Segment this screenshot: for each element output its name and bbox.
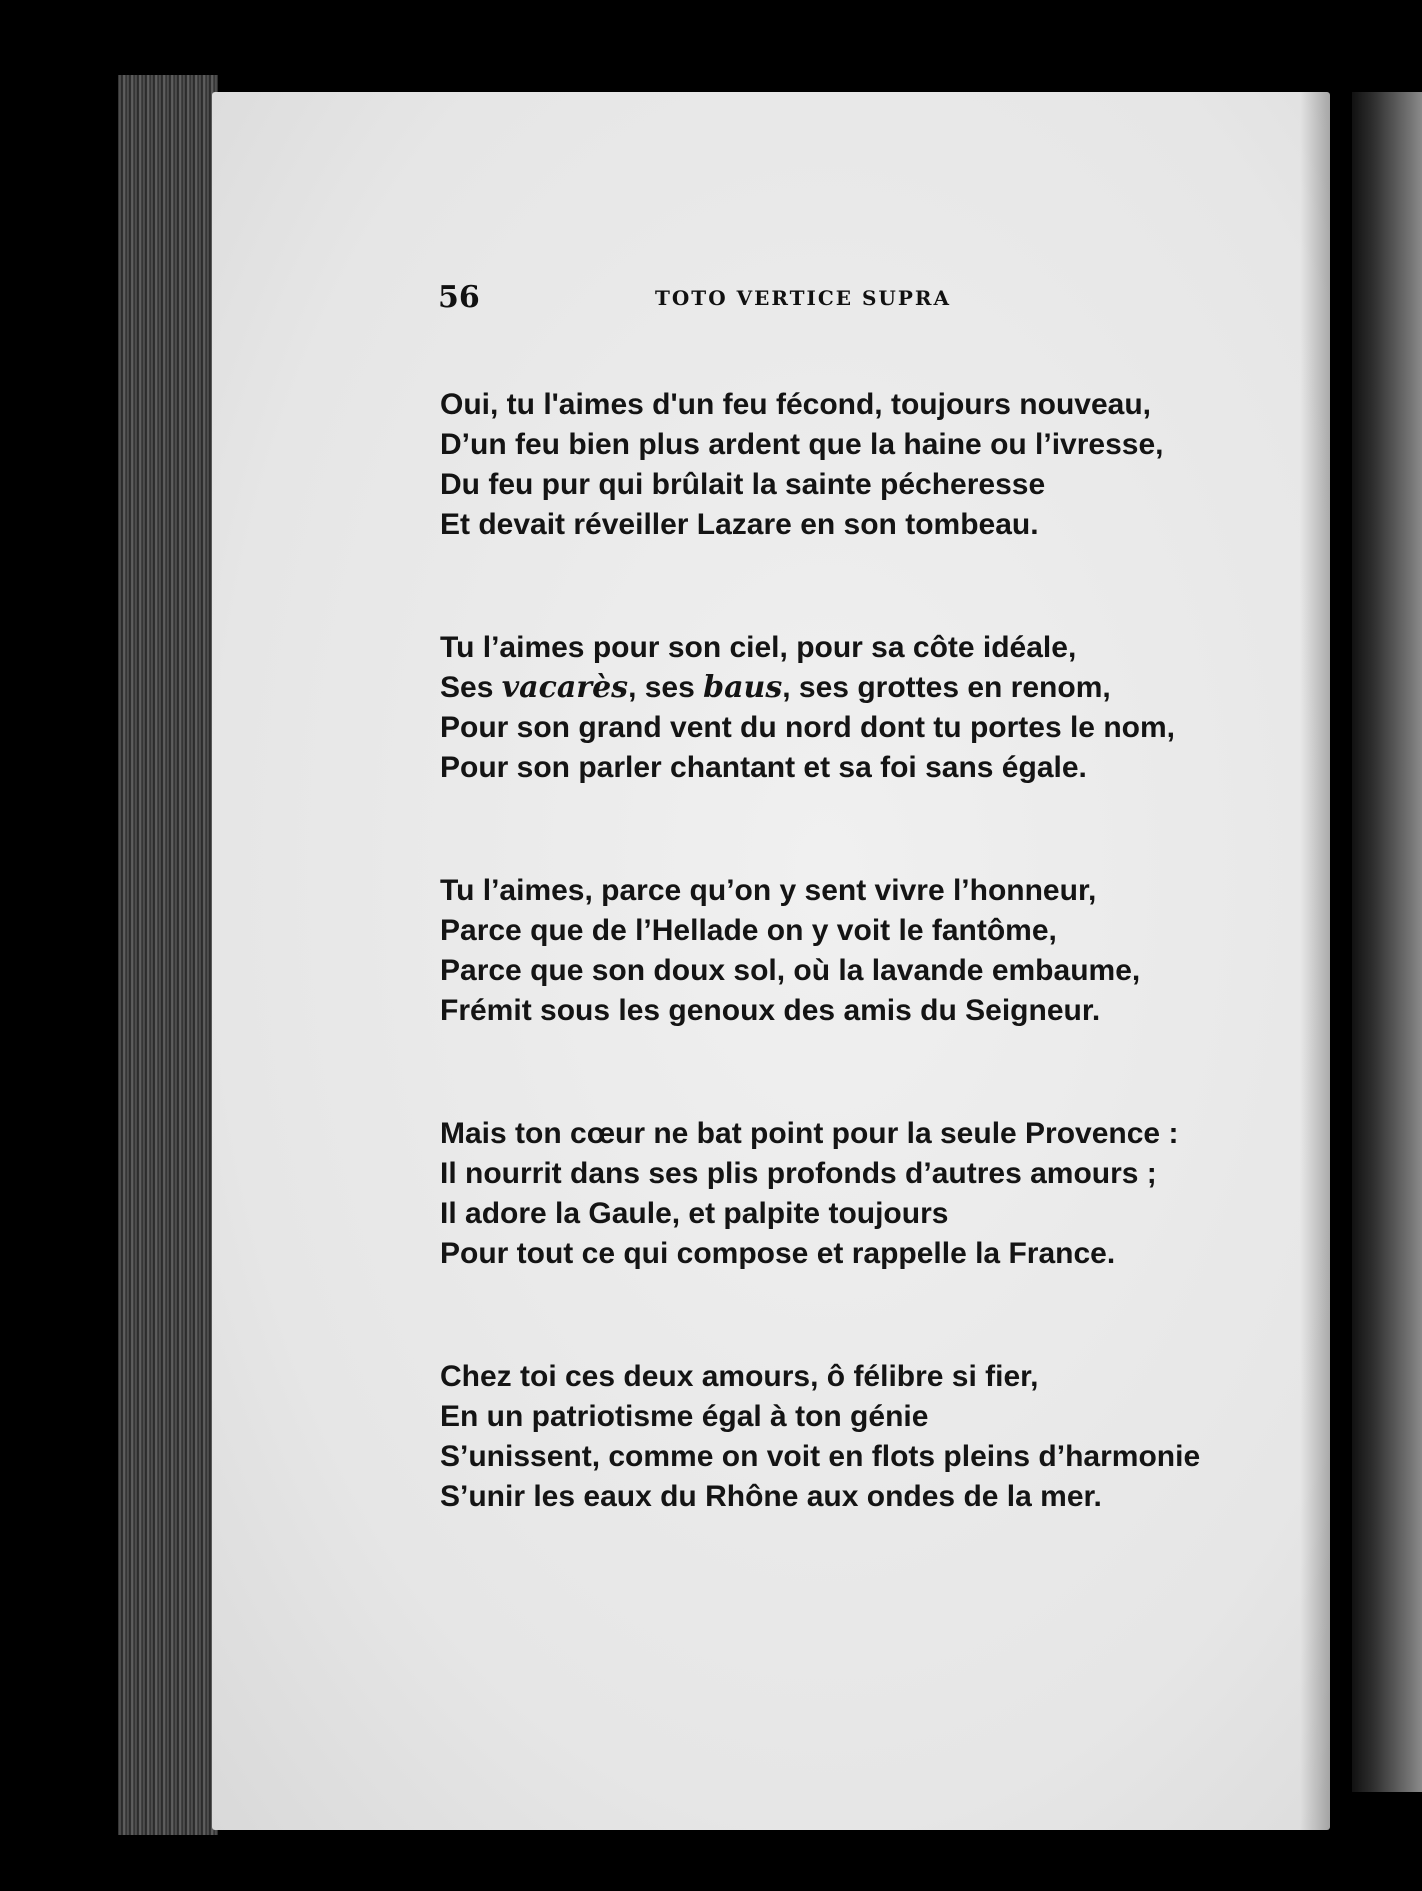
page-edges (118, 75, 218, 1835)
running-title: TOTO VERTICE SUPRA (655, 286, 952, 310)
verse-line: Ses vacarès, ses baus, ses grottes en renom, (440, 670, 1111, 705)
verse-line: Il nourrit dans ses plis profonds d’autres amours ; (440, 1157, 1157, 1190)
verse-line: Pour tout ce qui compose et rappelle la France. (440, 1237, 1116, 1270)
verse-line: Et devait réveiller Lazare en son tombeau. (440, 508, 1039, 541)
verse-line: Mais ton cœur ne bat point pour la seule Provence : (440, 1117, 1179, 1150)
verse-line: Pour son parler chantant et sa foi sans égale. (440, 751, 1087, 784)
verse-line: Frémit sous les genoux des amis du Seigneur. (440, 994, 1101, 1027)
verse-line: Tu l’aimes, parce qu’on y sent vivre l’honneur, (440, 874, 1097, 907)
verse-line: Parce que de l’Hellade on y voit le fantôme, (440, 914, 1057, 947)
verse-line: Oui, tu l'aimes d'un feu fécond, toujours nouveau, (440, 388, 1151, 421)
stanza (440, 628, 1240, 788)
gutter-shadow (1300, 92, 1340, 1830)
verse-line: Pour son grand vent du nord dont tu portes le nom, (440, 711, 1175, 744)
poem (440, 385, 1240, 1600)
stanza (440, 1114, 1240, 1274)
next-page-edge (1352, 92, 1422, 1792)
verse-line: En un patriotisme égal à ton génie (440, 1400, 929, 1433)
verse-line: S’unissent, comme on voit en flots pleins d’harmonie (440, 1440, 1201, 1473)
running-header (438, 280, 1038, 320)
page-number: 56 (438, 280, 480, 315)
verse-line: Chez toi ces deux amours, ô félibre si fier, (440, 1360, 1039, 1393)
verse-line: D’un feu bien plus ardent que la haine ou l’ivresse, (440, 428, 1164, 461)
verse-line: Il adore la Gaule, et palpite toujours (440, 1197, 949, 1230)
verse-line: S’unir les eaux du Rhône aux ondes de la mer. (440, 1480, 1102, 1513)
verse-line: Tu l’aimes pour son ciel, pour sa côte idéale, (440, 631, 1077, 664)
verse-line: Parce que son doux sol, où la lavande embaume, (440, 954, 1141, 987)
stanza (440, 385, 1240, 545)
stanza (440, 1357, 1240, 1517)
stanza (440, 871, 1240, 1031)
verse-line: Du feu pur qui brûlait la sainte pécheresse (440, 468, 1046, 501)
